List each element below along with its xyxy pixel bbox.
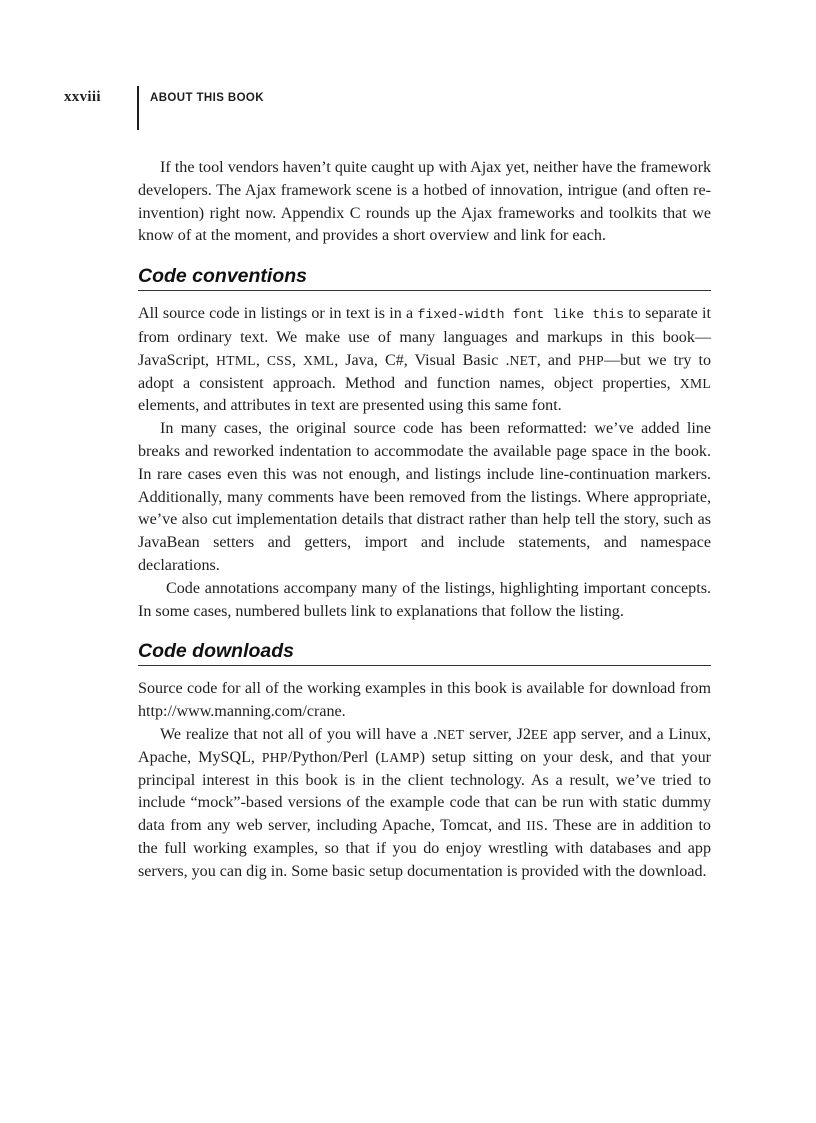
page-body xyxy=(138,157,711,884)
inline-code-sample: fixed-width font like this xyxy=(417,307,624,323)
code-conventions-paragraph-1: All source code in listings or in text is in a fixed-width font like this to separate it from ordinary text. We make use of many languages and markups in this book—JavaScript, HTML, CSS, XML, Java, C#, Visual Basic .NET, and PHP—but we try to adopt a consistent approach. Method and function names, object properties, XML elements, and attributes in text are presented using this same font. xyxy=(138,305,712,415)
section-heading-code-conventions: Code conventions xyxy=(138,265,711,291)
running-head xyxy=(0,0,816,140)
code-downloads-paragraph-1: Source code for all of the working examples in this book is available for download from http://www.manning.com/crane. xyxy=(138,680,711,721)
header-divider xyxy=(137,86,139,130)
page-number: xxviii xyxy=(64,89,101,105)
code-conventions-paragraph-2: In many cases, the original source code has been reformatted: we’ve added line breaks and reworked indentation to accommodate the available page space in the book. In rare cases even this was not enough, and listings include line-continuation markers. Additionally, many comments have been removed from the listings. Where appropriate, we’ve also cut implementation details that distract rather than help tell the story, such as JavaBean setters and getters, import and include statements, and namespace declarations. xyxy=(138,420,711,574)
intro-paragraph: If the tool vendors haven’t quite caught up with Ajax yet, neither have the framework developers. The Ajax framework scene is a hotbed of innovation, intrigue (and often re-invention) right now. Appendix C rounds up the Ajax frameworks and toolkits that we know of at the moment, and provides a short overview and link for each. xyxy=(138,159,711,245)
running-title: ABOUT THIS BOOK xyxy=(150,92,264,104)
code-conventions-paragraph-3: Code annotations accompany many of the listings, highlighting important concepts. In some cases, numbered bullets link to explanations that follow the listing. xyxy=(138,579,711,620)
code-downloads-paragraph-2: We realize that not all of you will have a .NET server, J2EE app server, and a Linux, Apache, MySQL, PHP/Python/Perl (LAMP) setup sitting on your desk, and that your principal interest in this book is in the client technology. As a result, we’ve tried to include “mock”-based versions of the example code that can be run with static dummy data from any web server, including Apache, Tomcat, and IIS. These are in addition to the full working examples, so that if you do enjoy wrestling with databases and app servers, you can dig in. Some basic setup documentation is provided with the download. xyxy=(138,725,711,880)
section-heading-code-downloads: Code downloads xyxy=(138,640,711,666)
